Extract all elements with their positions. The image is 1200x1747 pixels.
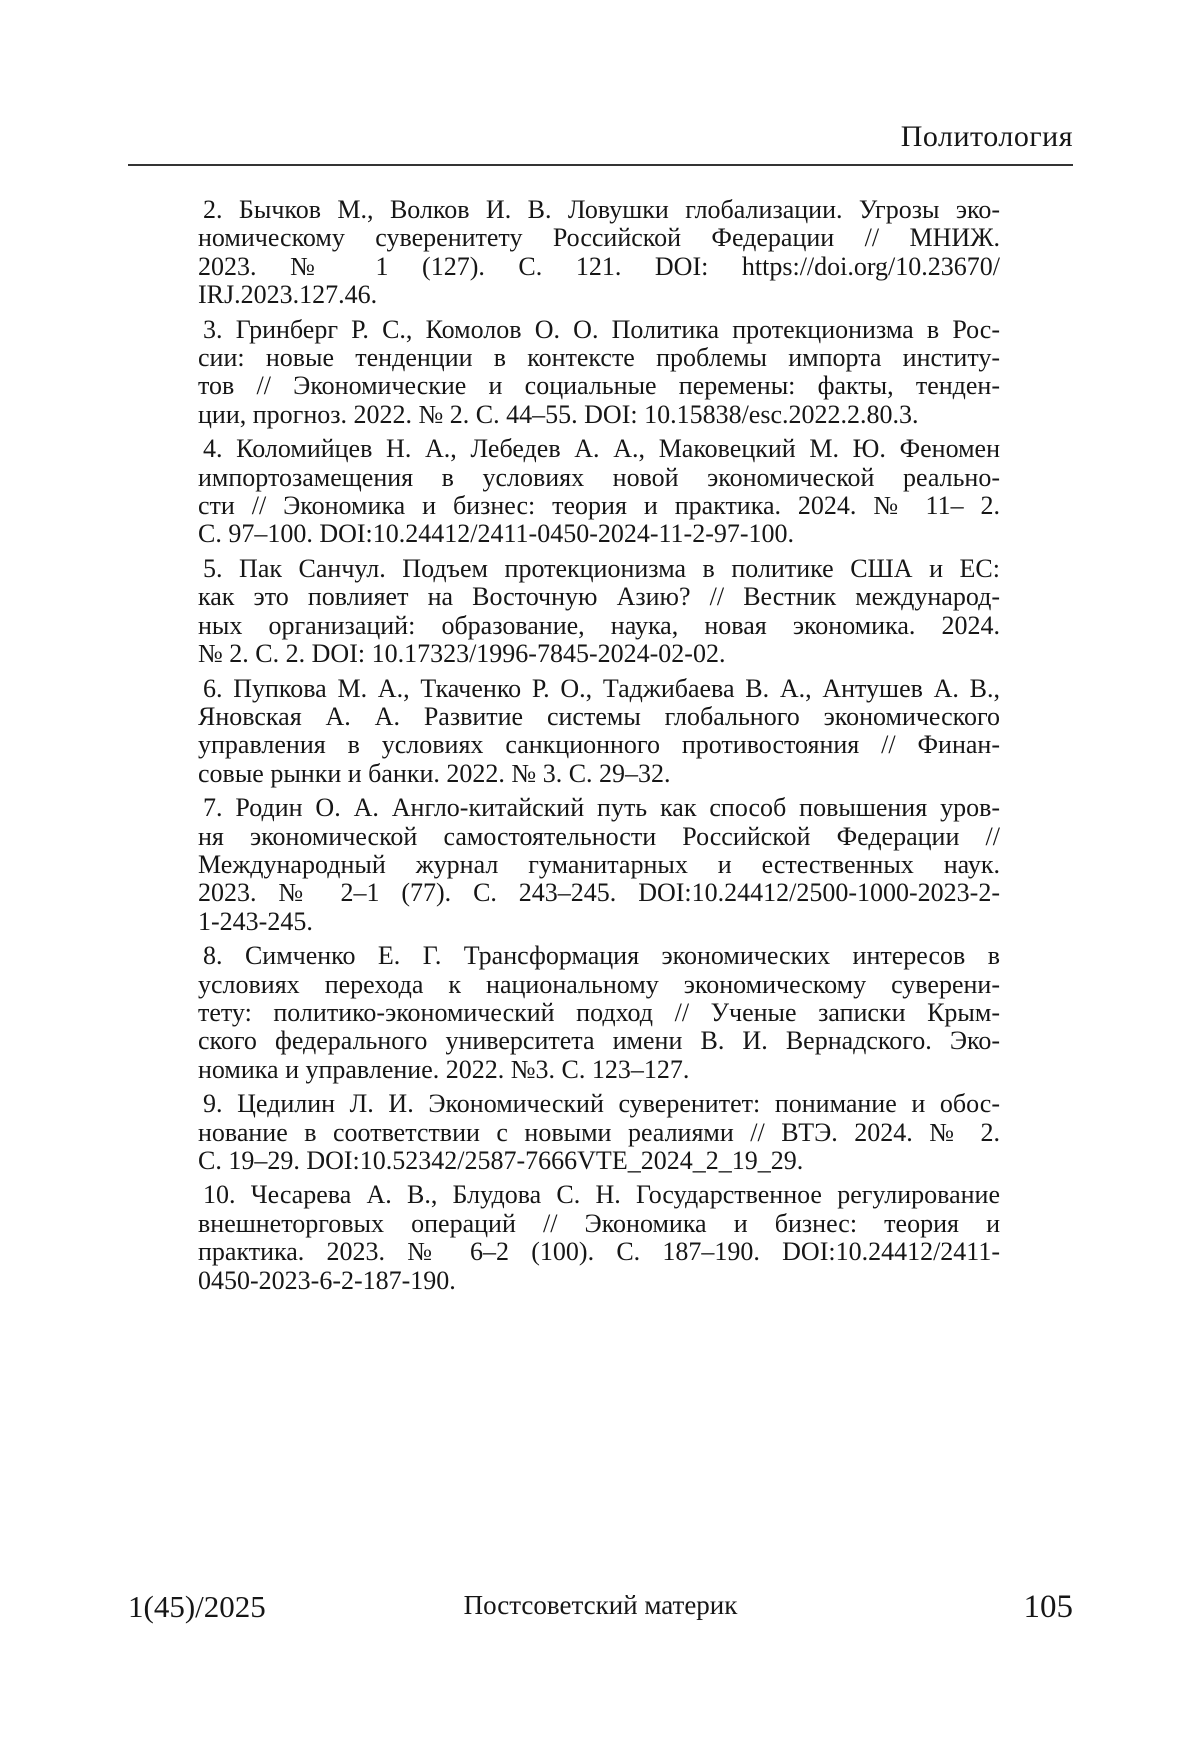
reference-item-10 — [198, 1181, 1000, 1295]
reference-line: ского федерального университета имени В. И. Вернадского. Эко- — [198, 1026, 1000, 1056]
reference-line: совые рынки и банки. 2022. № 3. С. 29–32. — [198, 758, 671, 788]
reference-item-6 — [198, 675, 1000, 789]
reference-line: внешнеторговых операций // Экономика и бизнес: теория и — [198, 1208, 1000, 1238]
references-list — [198, 196, 1000, 1301]
reference-item-2 — [198, 196, 1000, 310]
footer-journal-title: Постсоветский материк — [463, 1590, 738, 1620]
reference-line: ных организаций: образование, наука, новая экономика. 2024. — [198, 610, 1000, 640]
reference-line: 2. Бычков М., Волков И. В. Ловушки глобализации. Угрозы эко- — [203, 195, 1000, 224]
footer-issue-number: 1(45)/2025 — [128, 1589, 266, 1624]
reference-line: ня экономической самостоятельности Российской Федерации // — [198, 821, 1000, 851]
reference-line: 3. Гринберг Р. С., Комолов О. О. Политика протекционизма в Рос- — [203, 314, 1000, 344]
reference-line: 6. Пупкова М. А., Ткаченко Р. О., Таджибаева В. А., Антушев А. В., — [203, 673, 1000, 703]
reference-line: номическому суверенитету Российской Федерации // МНИЖ. — [198, 223, 1000, 253]
reference-item-3 — [198, 316, 1000, 430]
reference-line: 9. Цедилин Л. И. Экономический суверенитет: понимание и обос- — [203, 1089, 1000, 1119]
reference-line: ции, прогноз. 2022. № 2. С. 44–55. DOI: 10.15838/esc.2022.2.80.3. — [198, 399, 919, 429]
reference-line: 1-243-245. — [198, 906, 313, 936]
reference-line: сии: новые тенденции в контексте проблемы импорта институ- — [198, 343, 1000, 373]
reference-line: импортозамещения в условиях новой экономической реально- — [198, 462, 1000, 492]
reference-line: № 2. С. 2. DOI: 10.17323/1996-7845-2024-02-02. — [198, 639, 726, 669]
reference-item-7 — [198, 794, 1000, 936]
reference-line: 2023. № 2–1 (77). С. 243–245. DOI:10.24412/2500-1000-2023-2- — [198, 878, 1000, 908]
reference-line: как это повлияет на Восточную Азию? // Вестник международ- — [198, 582, 1000, 612]
reference-item-9 — [198, 1090, 1000, 1175]
footer-page-number: 105 — [1023, 1589, 1073, 1625]
reference-line: нование в соответствии с новыми реалиями // ВТЭ. 2024. № 2. — [198, 1117, 1000, 1147]
reference-item-5 — [198, 555, 1000, 669]
reference-line: 10. Чесарева А. В., Блудова С. Н. Государственное регулирование — [203, 1180, 1000, 1210]
reference-line: 2023. № 1 (127). С. 121. DOI: https://doi.org/10.23670/ — [198, 251, 1000, 281]
reference-line: 8. Симченко Е. Г. Трансформация экономических интересов в — [203, 941, 1000, 971]
reference-line: 7. Родин О. А. Англо-китайский путь как способ повышения уров- — [203, 793, 1000, 823]
section-title: Политология — [900, 120, 1073, 153]
reference-line: практика. 2023. № 6–2 (100). С. 187–190. DOI:10.24412/2411- — [198, 1237, 1000, 1267]
reference-line: Международный журнал гуманитарных и естественных наук. — [198, 849, 1000, 879]
header-rule — [128, 164, 1073, 166]
reference-line: номика и управление. 2022. №3. С. 123–127. — [198, 1054, 690, 1084]
reference-line: тету: политико-экономический подход // Ученые записки Крым- — [198, 997, 1000, 1027]
reference-line: IRJ.2023.127.46. — [198, 280, 378, 310]
page-footer — [128, 1586, 1073, 1628]
reference-line: тов // Экономические и социальные перемены: факты, тенден- — [198, 371, 1000, 401]
reference-line: 0450-2023-6-2-187-190. — [198, 1265, 456, 1295]
reference-line: сти // Экономика и бизнес: теория и практика. 2024. № 11– 2. — [198, 491, 1000, 521]
reference-line: С. 97–100. DOI:10.24412/2411-0450-2024-11-2-97-100. — [198, 519, 795, 549]
reference-line: Яновская А. А. Развитие системы глобального экономического — [198, 701, 1000, 731]
reference-line: условиях перехода к национальному экономическому суверени- — [198, 969, 1000, 999]
reference-line: 4. Коломийцев Н. А., Лебедев А. А., Маковецкий М. Ю. Феномен — [203, 434, 1000, 464]
reference-line: управления в условиях санкционного противостояния // Финан- — [198, 730, 1000, 760]
reference-line: С. 19–29. DOI:10.52342/2587-7666VTE_2024_2_19_29. — [198, 1146, 804, 1175]
reference-item-4 — [198, 435, 1000, 549]
reference-item-8 — [198, 942, 1000, 1084]
reference-line: 5. Пак Санчул. Подъем протекционизма в политике США и ЕС: — [203, 553, 1000, 583]
